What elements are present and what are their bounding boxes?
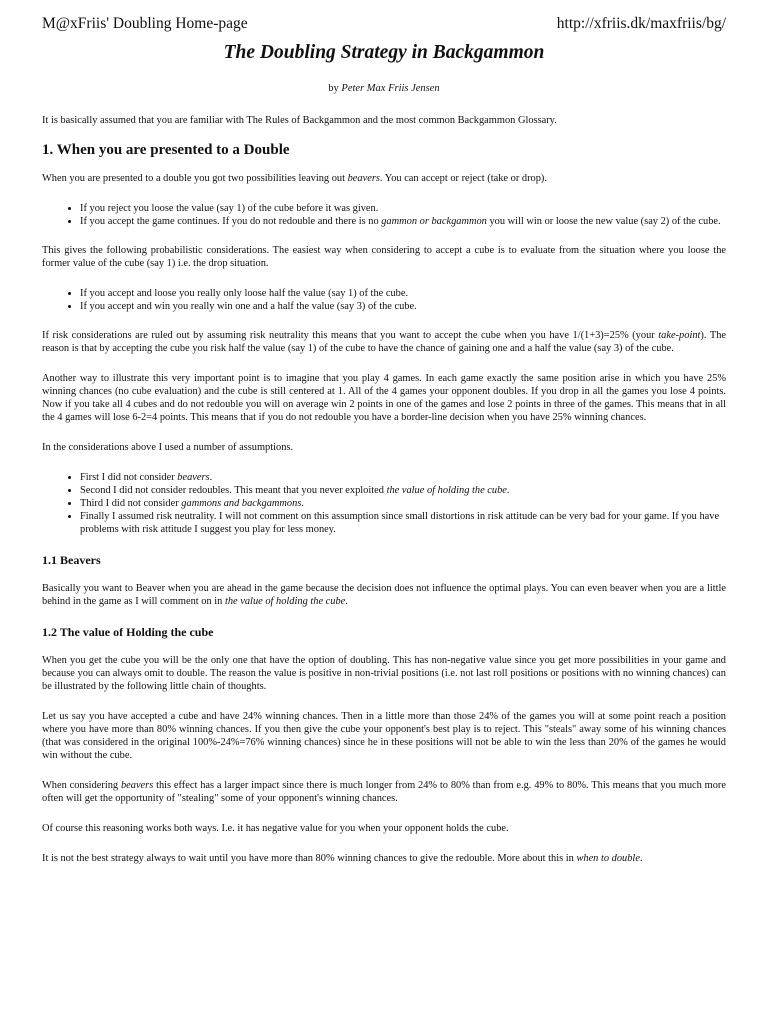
list-item: • If you accept the game continues. If you do not redouble and there is no gammon or backgammon you will win or loose the new value (say 2) of the cube. bbox=[80, 215, 726, 228]
section-1-2-paragraph-3: When considering beavers this effect has a larger impact since there is much longer from 24% to 80% than from e.g. 49% to 80%. This means that you much more often will get the opportunity of "stealing" some of your opponent's winning chances. bbox=[42, 780, 726, 804]
value-of-holding-cube-link[interactable]: the value of holding the cube bbox=[386, 485, 507, 496]
section-1-paragraph-5: In the considerations above I used a number of assumptions. bbox=[42, 442, 294, 453]
beavers-link[interactable]: beavers bbox=[347, 173, 380, 184]
section-1-1-heading: 1.1 Beavers bbox=[42, 553, 101, 567]
site-url[interactable]: http://xfriis.dk/maxfriis/bg/ bbox=[556, 15, 726, 32]
section-1-paragraph-4: Another way to illustrate this very important point is to imagine that you play 4 games. In each game exactly the same position arise in which you have 25% winning chances (no cube evaluation) and the cube is still centered at 1. All of the 4 games your opponent doubles. If you drop in all the games you lose 4 points. Now if you take all 4 cubes and do not redouble you will on average win 2 points in one of the games and lose 2 points in three of the games. This means that in all the 4 games will lose 6-2=4 points. This means that if you do not redouble you have a border-line decision when you have 25% winning chances. bbox=[42, 373, 726, 423]
list-item: • Finally I assumed risk neutrality. I will not comment on this assumption since small distortions in risk attitude can be very bad for your game. If you have problems with risk attitude I suggest you play for less money. bbox=[80, 510, 726, 536]
page-header bbox=[42, 15, 726, 35]
section-1-heading: 1. When you are presented to a Double bbox=[42, 142, 290, 158]
page-title: The Doubling Strategy in Backgammon bbox=[223, 42, 545, 63]
section-1-2-paragraph-5: It is not the best strategy always to wait until you have more than 80% winning chances to give the redouble. More about this in when to double. bbox=[42, 853, 643, 864]
article-body bbox=[42, 114, 726, 882]
author-name: Peter Max Friis Jensen bbox=[341, 83, 440, 94]
section-1-2-paragraph-1: When you get the cube you will be the only one that have the option of doubling. This has non-negative value since you get more possibilities in your game and because you can always omit to double. The reason the value is positive in non-trivial positions (i.e. not last roll positions or positions with no winning chances) can be illustrated by the following little chain of thoughts. bbox=[42, 655, 726, 692]
section-1-paragraph-1: When you are presented to a double you got two possibilities leaving out beavers. You can accept or reject (take or drop). bbox=[42, 173, 547, 184]
site-title: M@xFriis' Doubling Home-page bbox=[42, 15, 248, 32]
byline-prefix: by bbox=[328, 83, 342, 94]
when-to-double-link[interactable]: when to double bbox=[576, 853, 640, 864]
intro-paragraph: It is basically assumed that you are familiar with The Rules of Backgammon and the most common Backgammon Glossary. bbox=[42, 115, 557, 126]
reject-accept-list bbox=[42, 202, 726, 228]
section-1-2-paragraph-2: Let us say you have accepted a cube and have 24% winning chances. Then in a little more than those 24% of the games you will at some point reach a position where you have more than 80% winning chances. If you then give the cube your opponent's best play is to reject. This "steals" away some of his winning chances (that was considered in the original 100%-24%=76% winning chances) since he in these positions will not be able to win the less than 20% of the games he would win without the cube. bbox=[42, 711, 726, 761]
section-1-paragraph-3: If risk considerations are ruled out by assuming risk neutrality this means that you want to accept the cube when you have 1/(1+3)=25% (your take-point). The reason is that by accepting the cube you risk half the value (say 1) of the cube to have the chance of gaining one and a half the value (say 3) of the cube. bbox=[42, 330, 726, 354]
assumptions-list bbox=[42, 471, 726, 536]
value-of-holding-cube-link[interactable]: the value of holding the cube bbox=[224, 596, 346, 607]
beavers-link[interactable]: beavers bbox=[120, 780, 154, 791]
section-1-1-paragraph: Basically you want to Beaver when you are ahead in the game because the decision does not influence the optimal plays. You can even beaver when you are a little behind in the game as I will comment on in the value of holding the cube. bbox=[42, 583, 726, 607]
list-item: • If you accept and loose you really only loose half the value (say 1) of the cube. bbox=[80, 287, 726, 300]
list-item: • First I did not consider beavers. bbox=[80, 471, 726, 484]
list-item: • Third I did not consider gammons and backgammons. bbox=[80, 497, 726, 510]
section-1-2-heading: 1.2 The value of Holding the cube bbox=[42, 625, 214, 639]
section-1-2-paragraph-4: Of course this reasoning works both ways. I.e. it has negative value for you when your opponent holds the cube. bbox=[42, 823, 509, 834]
gammon-link[interactable]: gammon or backgammon bbox=[381, 216, 487, 227]
list-item: • If you reject you loose the value (say 1) of the cube before it was given. bbox=[80, 202, 726, 215]
list-item: • If you accept and win you really win one and a half the value (say 3) of the cube. bbox=[80, 300, 726, 313]
gammons-link[interactable]: gammons and backgammons bbox=[181, 498, 302, 509]
beavers-link[interactable]: beavers bbox=[177, 472, 210, 483]
byline bbox=[0, 83, 768, 94]
list-item: • Second I did not consider redoubles. This meant that you never exploited the value of holding the cube. bbox=[80, 484, 726, 497]
accept-outcomes-list bbox=[42, 287, 726, 313]
take-point-term: take-point bbox=[658, 330, 701, 341]
section-1-paragraph-2: This gives the following probabilistic considerations. The easiest way when considering to accept a cube is to evaluate from the situation where you loose the former value of the cube (say 1) i.e. the drop situation. bbox=[42, 245, 726, 269]
